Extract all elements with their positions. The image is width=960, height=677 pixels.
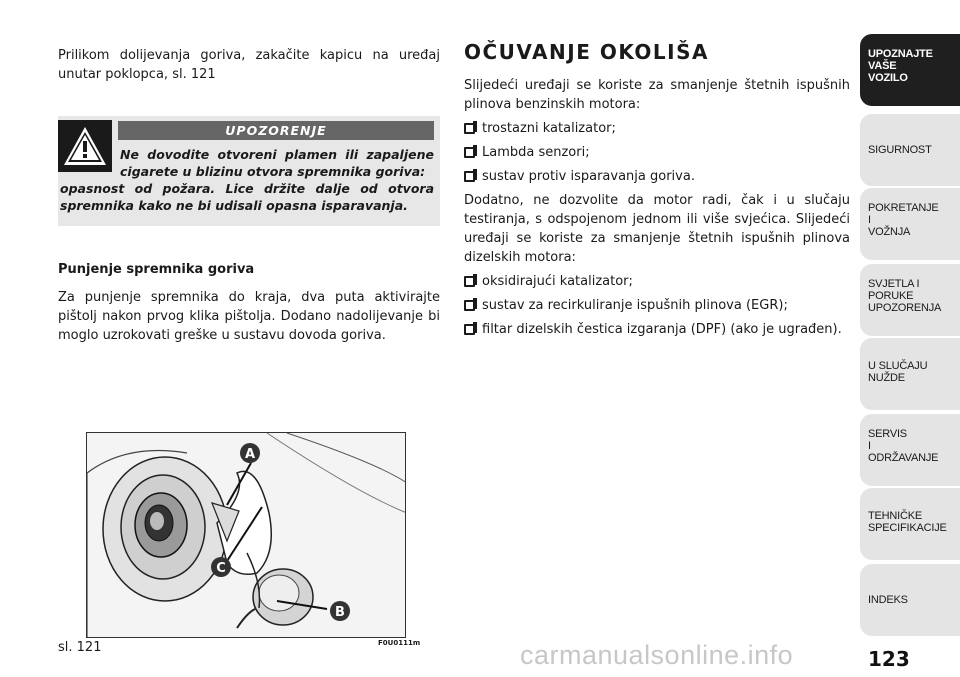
checkbox-bullet-icon — [464, 324, 475, 335]
figure-fuel-cap-illustration — [86, 432, 406, 638]
list-item: sustav za recirkuliranje ispušnih plinova (EGR); — [464, 296, 850, 315]
environment-section — [464, 76, 850, 344]
figure-code: F0U0111m — [378, 639, 421, 647]
section-title: OČUVANJE OKOLIŠA — [464, 40, 709, 64]
petrol-device-list — [464, 119, 850, 186]
list-item: filtar dizelskih čestica izgaranja (DPF) (ako je ugrađen). — [464, 320, 850, 339]
intro-paragraph: Prilikom dolijevanja goriva, zakačite kapicu na uređaj unutar poklopca, sl. 121 — [58, 48, 440, 82]
diesel-device-list — [464, 272, 850, 339]
list-item: oksidirajući katalizator; — [464, 272, 850, 291]
warning-title: UPOZORENJE — [118, 121, 434, 140]
label-c: C — [216, 561, 226, 576]
checkbox-bullet-icon — [464, 171, 475, 182]
checkbox-bullet-icon — [464, 147, 475, 158]
warning-box — [58, 116, 440, 226]
tab-svjetla-i-poruke-upozorenja[interactable]: SVJETLA I PORUKE UPOZORENJA — [860, 264, 960, 336]
tab-tehnicke-specifikacije[interactable]: TEHNIČKE SPECIFIKACIJE — [860, 488, 960, 560]
checkbox-bullet-icon — [464, 276, 475, 287]
refuel-paragraph: Za punjenje spremnika do kraja, dva puta aktivirajte pištolj nakon prvog klika pištolja. Dodano nadolijevanje bi moglo uzrokovati greške u sustavu dovoda goriva. — [58, 290, 440, 343]
tab-servis-i-odrzavanje[interactable]: SERVIS I ODRŽAVANJE — [860, 414, 960, 486]
watermark: carmanualsonline.info — [520, 640, 794, 670]
tab-u-slucaju-nuzde[interactable]: U SLUČAJU NUŽDE — [860, 338, 960, 410]
fuel-filler-drawing — [87, 433, 406, 638]
list-item: Lambda senzori; — [464, 143, 850, 162]
petrol-intro: Slijedeći uređaji se koriste za smanjenje štetnih ispušnih plinova benzinskih motora: — [464, 78, 850, 112]
list-item: sustav protiv isparavanja goriva. — [464, 167, 850, 186]
checkbox-bullet-icon — [464, 300, 475, 311]
label-a: A — [244, 447, 256, 462]
label-b: B — [335, 605, 345, 620]
tab-sigurnost[interactable]: SIGURNOST — [860, 114, 960, 186]
figure-caption: sl. 121 — [58, 640, 102, 655]
tab-upoznajte-vase-vozilo[interactable]: UPOZNAJTE VAŠE VOZILO — [860, 34, 960, 106]
refuel-subheading: Punjenje spremnika goriva — [58, 262, 255, 277]
checkbox-bullet-icon — [464, 123, 475, 134]
warning-text-part2: opasnost od požara. Lice držite dalje od otvora spremnika kako ne bi udisali opasna isparavanja. — [60, 181, 434, 213]
diesel-intro: Dodatno, ne dozvolite da motor radi, čak i u slučaju testiranja, s odspojenom jednom ili više svjećica. Slijedeći uređaji se koriste za smanjenje štetnih ispušnih plinova dizelskih motora: — [464, 193, 850, 265]
warning-triangle-icon — [58, 120, 112, 172]
page-number: 123 — [868, 647, 910, 671]
tab-indeks[interactable]: INDEKS — [860, 564, 960, 636]
list-item: trostazni katalizator; — [464, 119, 850, 138]
tab-pokretanje-i-voznja[interactable]: POKRETANJE I VOŽNJA — [860, 188, 960, 260]
warning-text-part1: Ne dovodite otvoreni plamen ili zapaljene cigarete u blizinu otvora spremnika goriva: — [120, 147, 434, 179]
